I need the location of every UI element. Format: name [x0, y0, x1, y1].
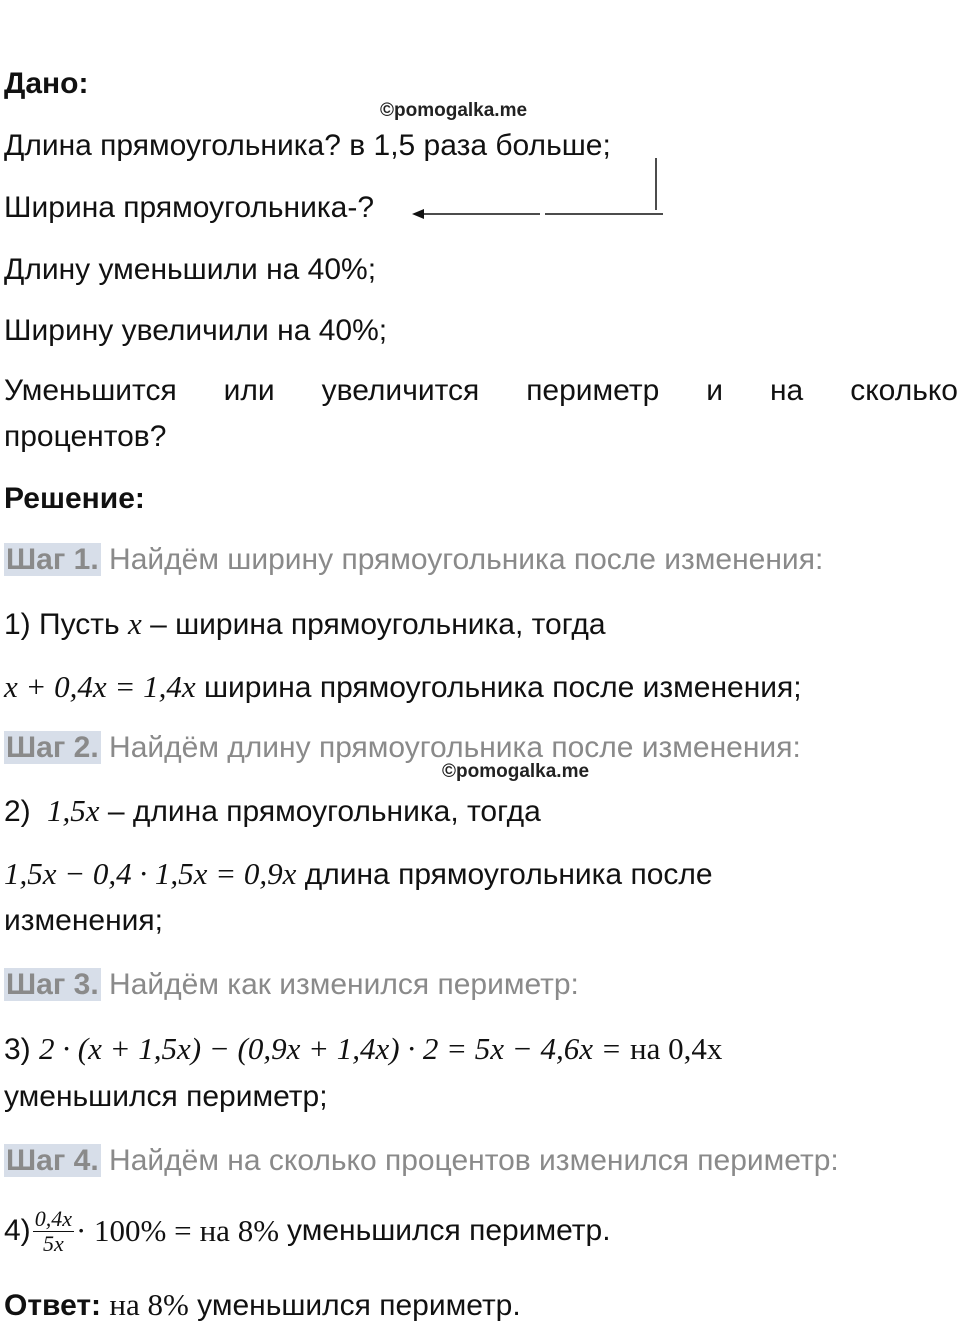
step-2-suffix: – длина прямоугольника, тогда [107, 795, 541, 828]
step-3-title: Найдём как изменился периметр: [109, 968, 579, 1001]
step-2-line-2 [4, 856, 713, 893]
step-3-result: на 0,4х [630, 1031, 723, 1066]
question-word: сколько [850, 374, 958, 407]
step-4-title: Найдём на сколько процентов изменился периметр: [109, 1144, 839, 1177]
given-heading: Дано: [4, 67, 89, 100]
given-question [4, 373, 958, 409]
step-2-equation: 1,5x − 0,4 · 1,5x = 0,9x [4, 856, 297, 891]
step-2-line-1 [4, 793, 541, 830]
step-3-prefix: 3) [4, 1033, 31, 1066]
given-line-4: Ширину увеличили на 40%; [4, 314, 388, 347]
step-3-tag: Шаг 3. [6, 968, 99, 1001]
step-1-suffix: – ширина прямоугольника, тогда [150, 608, 606, 641]
question-word: периметр [526, 374, 660, 407]
step-3-line-2: уменьшился периметр; [4, 1080, 328, 1113]
given-line-1: Длина прямоугольника? в 1,5 раза больше; [4, 129, 611, 162]
question-word: увеличится [321, 374, 480, 407]
given-question-end: процентов? [4, 420, 167, 453]
step-2-title: Найдём длину прямоугольника после изменения: [109, 731, 801, 764]
step-4-tag: Шаг 4. [6, 1144, 99, 1177]
step-2-tag: Шаг 2. [6, 731, 99, 764]
step-1-header [4, 542, 823, 578]
step-1-line-1 [4, 606, 606, 643]
step-1-line-2 [4, 669, 802, 706]
fraction-numerator: 0,4x [34, 1205, 72, 1231]
step-2-prefix: 2) [4, 795, 31, 828]
question-word: Уменьшится [4, 374, 177, 407]
given-line-2: Ширина прямоугольника-? [4, 191, 375, 224]
step-4-header [4, 1143, 839, 1179]
arrow-head-icon [412, 209, 424, 219]
answer-line [4, 1287, 521, 1324]
step-2-line-3: изменения; [4, 904, 163, 937]
given-line-3: Длину уменьшили на 40%; [4, 253, 377, 286]
question-word: или [223, 374, 275, 407]
arrow-connector [0, 0, 960, 260]
step-4-line-1 [4, 1203, 611, 1259]
step-4-result: на 8% [199, 1213, 280, 1248]
step-1-tag: Шаг 1. [6, 543, 99, 576]
step-2-text: длина прямоугольника после [304, 858, 713, 891]
step-4-fraction [33, 1207, 74, 1256]
answer-text: уменьшился периметр. [197, 1289, 521, 1322]
watermark: ©pomogalka.me [380, 100, 528, 121]
fraction-denominator: 5x [42, 1230, 64, 1256]
solution-heading: Решение: [4, 482, 145, 515]
watermark: ©pomogalka.me [442, 761, 590, 782]
step-2-header [4, 730, 801, 766]
step-3-equation: 2 · (x + 1,5x) − (0,9x + 1,4x) · 2 = 5x − 4,6x = [39, 1031, 622, 1066]
step-1-title: Найдём ширину прямоугольника после изменения: [109, 543, 824, 576]
step-4-text: уменьшился периметр. [287, 1214, 611, 1247]
answer-label: Ответ: [4, 1289, 102, 1322]
step-2-expression: 1,5x [47, 793, 100, 828]
step-4-prefix: 4) [4, 1214, 31, 1247]
step-1-variable: x [127, 606, 142, 641]
step-4-equation: · 100% = [75, 1213, 192, 1248]
step-1-equation: x + 0,4x = 1,4x [4, 669, 196, 704]
step-3-line-1 [4, 1031, 722, 1068]
answer-value: на 8% [109, 1287, 189, 1322]
question-word: и [706, 374, 724, 407]
step-1-text: ширина прямоугольника после изменения; [203, 671, 802, 704]
step-1-prefix: 1) Пусть [4, 608, 120, 641]
question-word: на [769, 374, 804, 407]
step-3-header [4, 967, 579, 1003]
